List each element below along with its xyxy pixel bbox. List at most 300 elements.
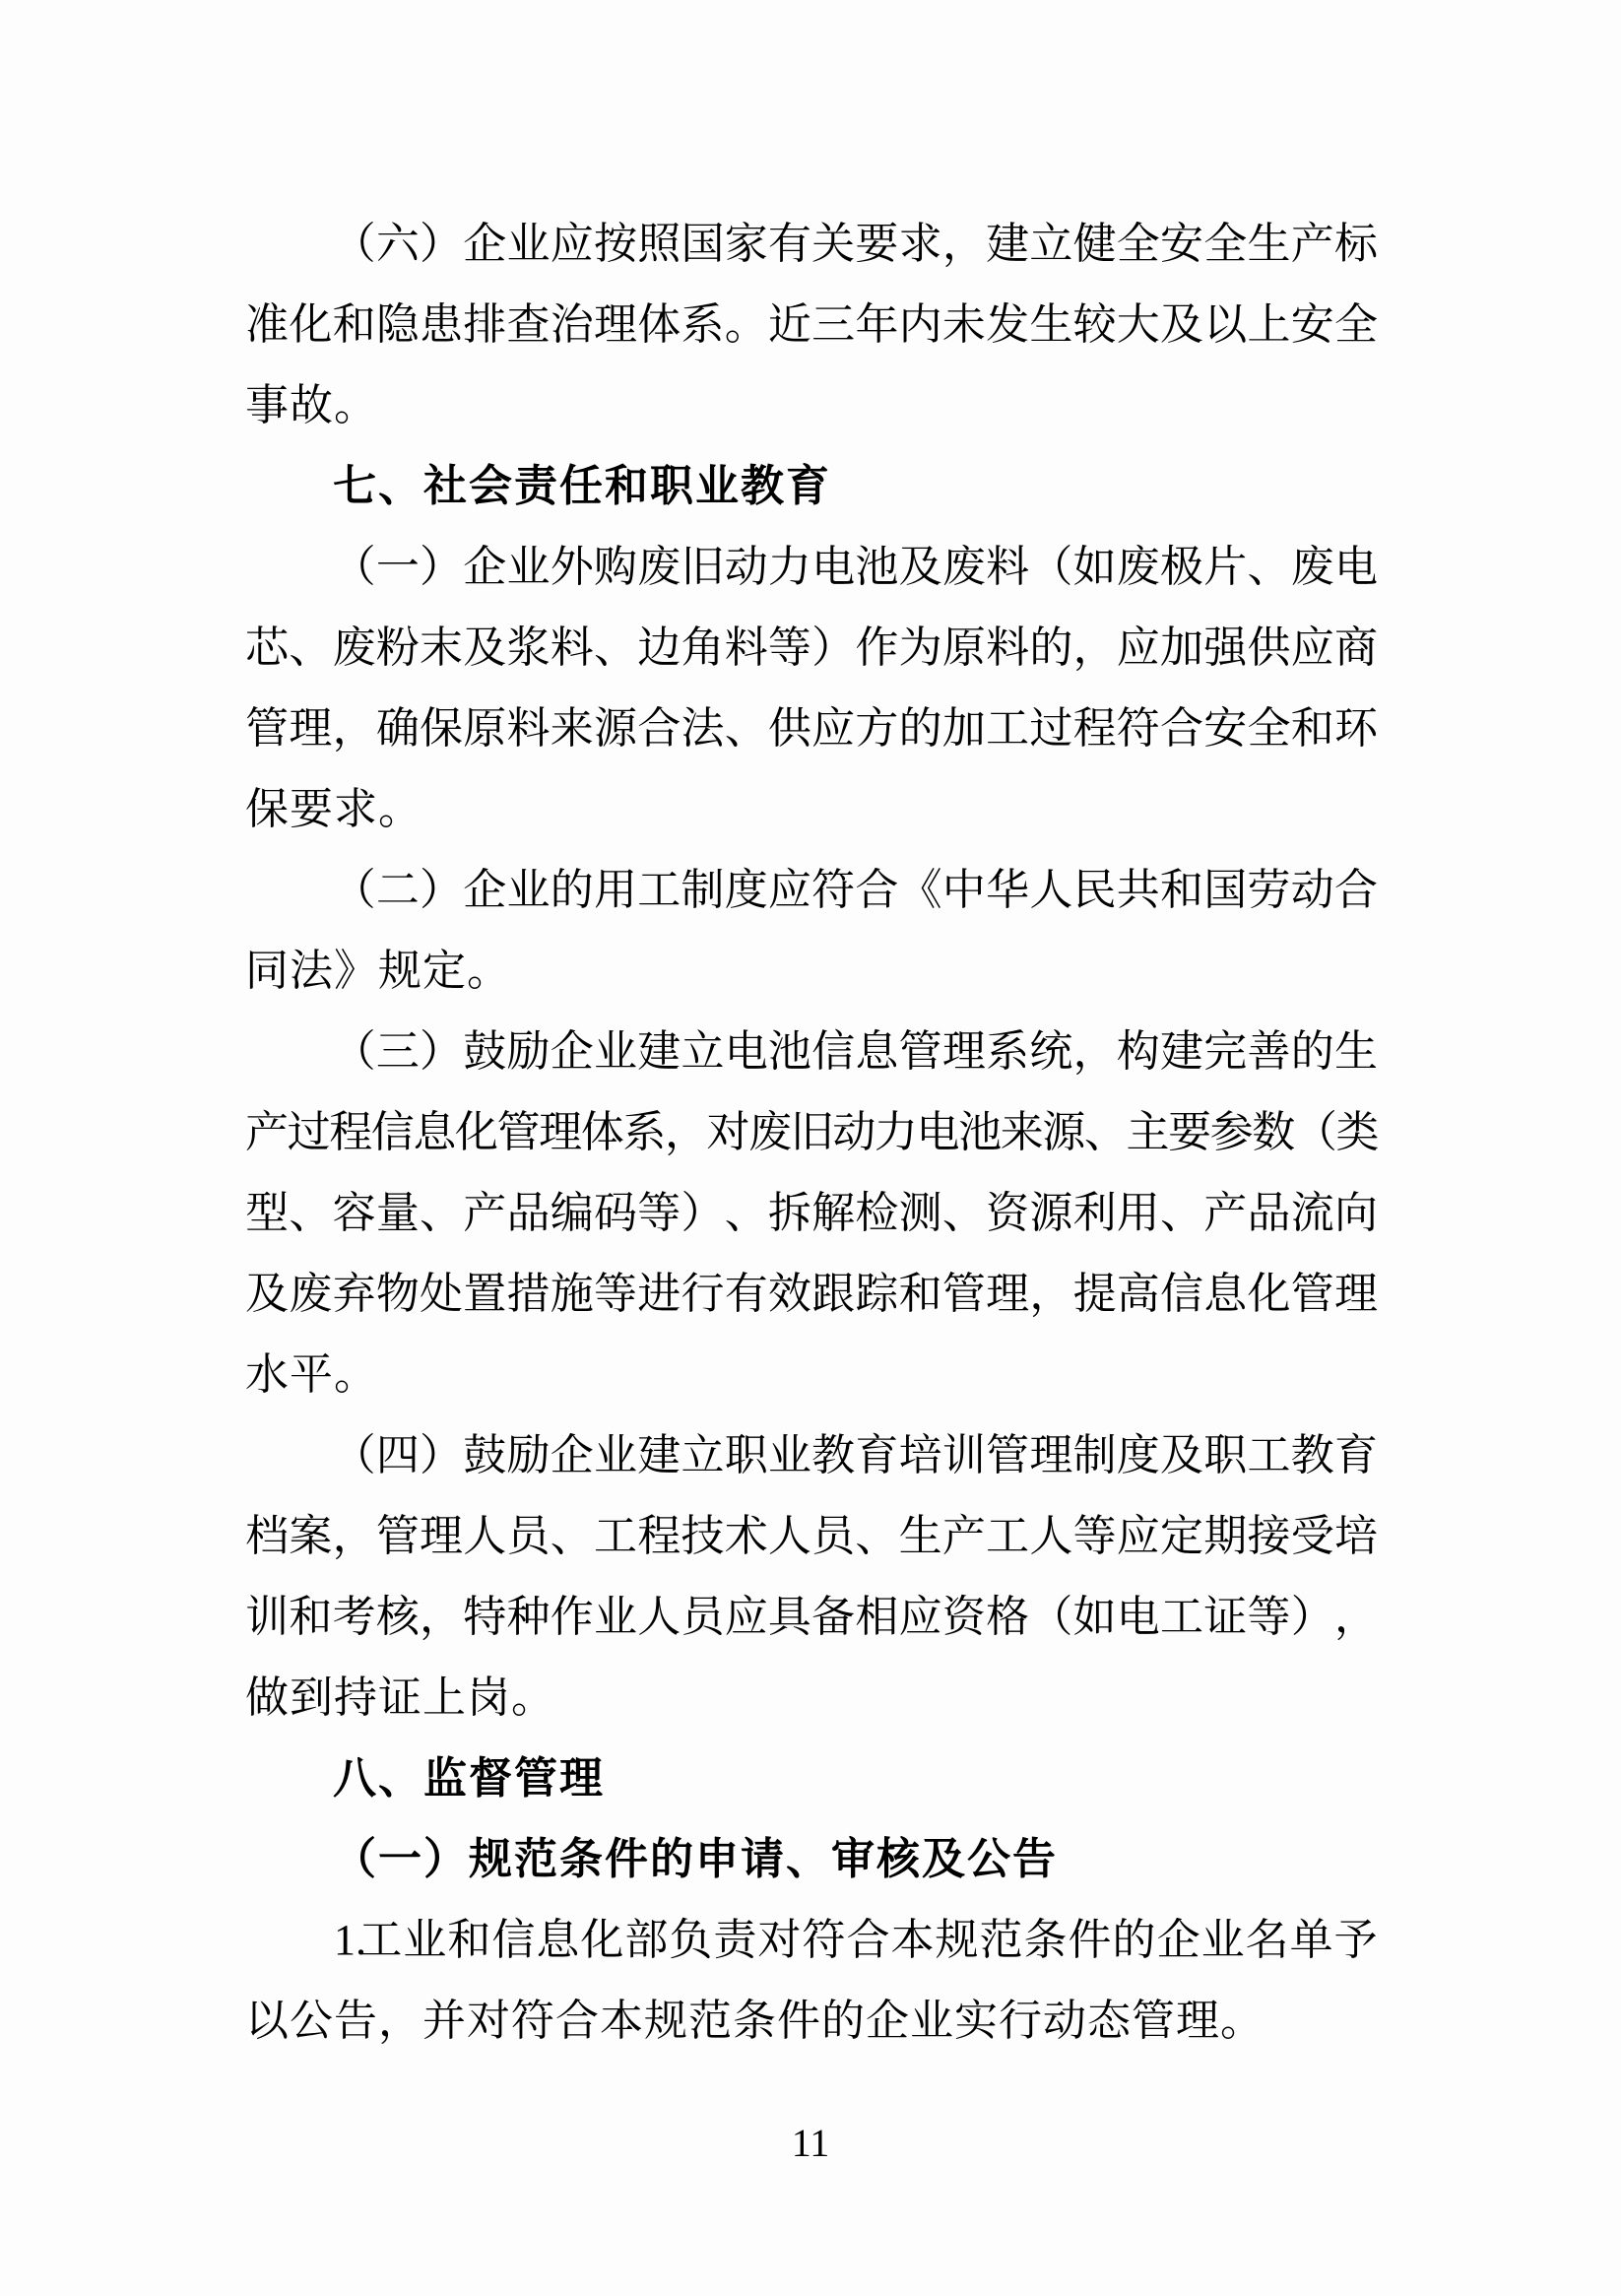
- char-cell: 来: [1000, 1108, 1044, 1156]
- char-cell: ）: [811, 623, 856, 672]
- char-cell: 产: [245, 1108, 289, 1156]
- char-cell: 统: [1029, 1027, 1073, 1076]
- char-cell: 年: [855, 300, 899, 349]
- char-cell: 育: [1333, 1431, 1378, 1479]
- char-cell: 期: [1203, 1512, 1248, 1560]
- char-cell: 人: [1029, 1512, 1073, 1560]
- char-cell: 符: [1116, 704, 1160, 753]
- char-cell: 业: [506, 866, 551, 914]
- char-cell: 产: [1290, 220, 1334, 268]
- char-cell: 单: [1289, 1916, 1333, 1964]
- char-cell: 有: [724, 1270, 768, 1318]
- char-cell: 如: [1072, 543, 1117, 591]
- char-cell: 近: [767, 300, 811, 349]
- char-cell: 应: [767, 866, 811, 914]
- char-cell: 合: [855, 866, 899, 914]
- char-cell: 家: [724, 220, 768, 268]
- char-cell: 一: [375, 543, 420, 591]
- char-cell: 生: [898, 1512, 942, 1560]
- char-cell: 信: [491, 1916, 536, 1964]
- char-cell: 的: [1290, 1027, 1334, 1076]
- char-cell: 芯: [245, 623, 290, 672]
- char-cell: 本: [890, 1916, 935, 1964]
- char-cell: 息: [1203, 1270, 1248, 1318]
- char-cell: ）: [420, 1027, 464, 1076]
- char-cell: 系: [622, 1108, 667, 1156]
- char-cell: 利: [1072, 1189, 1117, 1237]
- char-cell: 具: [767, 1593, 811, 1641]
- char-cell: 供: [767, 704, 811, 753]
- char-cell: 应: [1116, 623, 1160, 672]
- char-cell: 息: [413, 1108, 457, 1156]
- char-cell: 用: [593, 866, 637, 914]
- char-cell: 检: [855, 1189, 899, 1237]
- char-cell: [289, 527, 332, 608]
- char-cell: 管: [898, 1027, 942, 1076]
- char-cell: （: [332, 543, 376, 591]
- char-cell: 电: [1116, 1593, 1160, 1641]
- char-cell: 加: [941, 704, 986, 753]
- char-cell: 排: [463, 300, 507, 349]
- char-cell: 料: [986, 543, 1030, 591]
- char-cell: 应: [898, 1593, 942, 1641]
- char-cell: 立: [681, 1027, 725, 1076]
- char-cell: 加: [1160, 623, 1204, 672]
- char-cell: 、: [1083, 1108, 1128, 1156]
- char-cell: 未: [941, 300, 986, 349]
- char-cell: 程: [637, 1512, 681, 1560]
- char-cell: 理: [539, 1108, 583, 1156]
- char-cell: 施: [550, 1270, 594, 1318]
- char-cell: [289, 1415, 332, 1496]
- char-cell: 废: [332, 623, 376, 672]
- char-cell: 工: [358, 1916, 403, 1964]
- char-cell: 照: [637, 220, 681, 268]
- char-cell: 保: [420, 704, 464, 753]
- char-cell: 工: [1160, 1593, 1204, 1641]
- char-cell: 片: [1203, 543, 1248, 591]
- char-cell: 以: [1203, 300, 1248, 349]
- char-cell: 全: [1333, 300, 1378, 349]
- char-cell: 供: [1247, 623, 1291, 672]
- char-cell: 料: [506, 704, 551, 753]
- char-cell: 理: [986, 1270, 1030, 1318]
- char-cell: 工: [986, 1512, 1030, 1560]
- char-cell: 资: [986, 1189, 1030, 1237]
- char-cell: 踪: [855, 1270, 899, 1318]
- char-cell: 应: [550, 220, 594, 268]
- char-cell: 业: [767, 1431, 811, 1479]
- char-cell: 编: [550, 1189, 594, 1237]
- char-cell: 育: [855, 1431, 899, 1479]
- char-cell: ）: [420, 1431, 464, 1479]
- char-cell: 人: [1029, 866, 1073, 914]
- char-cell: 为: [898, 623, 942, 672]
- char-cell: 企: [550, 1027, 594, 1076]
- char-cell: 信: [811, 1027, 856, 1076]
- char-cell: 主: [1126, 1108, 1170, 1156]
- char-cell: ）: [1290, 1593, 1334, 1641]
- char-cell: 查: [506, 300, 551, 349]
- char-cell: 法: [681, 704, 725, 753]
- char-cell: 过: [287, 1108, 331, 1156]
- char-cell: 资: [941, 1593, 986, 1641]
- char-cell: 原: [463, 704, 507, 753]
- char-cell: 健: [1072, 220, 1117, 268]
- char-cell: 电: [724, 1027, 768, 1076]
- char-cell: 动: [724, 543, 768, 591]
- char-cell: 如: [1072, 1593, 1117, 1641]
- char-cell: 的: [898, 704, 942, 753]
- char-cell: 、: [420, 1189, 464, 1237]
- char-cell: 作: [855, 623, 899, 672]
- char-cell: 工: [593, 1512, 637, 1560]
- char-cell: 、: [289, 623, 333, 672]
- char-cell: 的: [1112, 1916, 1156, 1964]
- char-cell: 废: [748, 1108, 793, 1156]
- char-cell: 相: [855, 1593, 899, 1641]
- char-cell: 进: [637, 1270, 681, 1318]
- char-cell: 职: [1203, 1431, 1248, 1479]
- char-cell: 应: [811, 704, 856, 753]
- char-cell: 训: [245, 1593, 290, 1641]
- char-cell: 业: [1200, 1916, 1245, 1964]
- body-line: [245, 1092, 1378, 1173]
- char-cell: 合: [637, 704, 681, 753]
- char-cell: 中: [941, 866, 986, 914]
- char-cell: [245, 1012, 289, 1092]
- char-cell: 构: [1116, 1027, 1160, 1076]
- char-cell: 和: [1160, 866, 1204, 914]
- char-cell: 理: [420, 1512, 464, 1560]
- char-cell: 体: [637, 300, 681, 349]
- char-cell: 、: [941, 1189, 986, 1237]
- char-cell: ，: [664, 1108, 708, 1156]
- char-cell: 企: [463, 220, 507, 268]
- char-cell: [245, 527, 289, 608]
- char-cell: 训: [941, 1431, 986, 1479]
- char-cell: 管: [496, 1108, 541, 1156]
- char-cell: 民: [1072, 866, 1117, 914]
- char-cell: 制: [1072, 1431, 1117, 1479]
- char-cell: [290, 1900, 334, 1981]
- char-cell: （: [332, 1027, 376, 1076]
- char-cell: 等: [637, 1189, 681, 1237]
- char-cell: 较: [1072, 300, 1117, 349]
- char-cell: 共: [1116, 866, 1160, 914]
- char-cell: 角: [681, 623, 725, 672]
- body-line: [245, 1496, 1378, 1577]
- body-line: 以公告，并对符合本规范条件的企业实行动态管理。: [245, 1997, 1264, 2045]
- char-cell: ）: [420, 866, 464, 914]
- char-cell: 1.: [334, 1916, 367, 1964]
- char-cell: 外: [550, 543, 594, 591]
- char-cell: 应: [1290, 623, 1334, 672]
- char-cell: 企: [550, 1431, 594, 1479]
- char-cell: 培: [898, 1431, 942, 1479]
- char-cell: 废: [1116, 543, 1160, 591]
- char-cell: 旧: [681, 543, 725, 591]
- char-cell: 等: [1072, 1512, 1117, 1560]
- char-cell: 三: [375, 1027, 420, 1076]
- char-cell: 关: [811, 220, 856, 268]
- char-cell: 、: [724, 1189, 768, 1237]
- char-cell: 工: [637, 866, 681, 914]
- body-line: [245, 285, 1378, 365]
- char-cell: 隐: [375, 300, 420, 349]
- char-cell: 废: [637, 543, 681, 591]
- body-line: [245, 1254, 1378, 1335]
- char-cell: 要: [1168, 1108, 1212, 1156]
- body-line: [245, 689, 1378, 769]
- char-cell: 作: [550, 1593, 594, 1641]
- char-cell: 全: [1203, 220, 1248, 268]
- char-cell: 按: [593, 220, 637, 268]
- char-cell: 工: [986, 704, 1030, 753]
- char-cell: 料: [550, 623, 594, 672]
- body-line: 事故。: [245, 381, 378, 429]
- body-line: [245, 608, 1378, 689]
- char-cell: （: [332, 1431, 376, 1479]
- char-cell: [289, 204, 332, 285]
- char-cell: 发: [986, 300, 1030, 349]
- char-cell: 力: [767, 543, 811, 591]
- char-cell: 程: [329, 1108, 373, 1156]
- char-cell: 范: [979, 1916, 1023, 1964]
- char-cell: 人: [637, 1593, 681, 1641]
- char-cell: 行: [681, 1270, 725, 1318]
- char-cell: 企: [463, 543, 507, 591]
- char-cell: （: [1029, 1593, 1073, 1641]
- char-cell: 业: [506, 220, 551, 268]
- char-cell: 安: [1160, 220, 1204, 268]
- char-cell: 对: [706, 1108, 750, 1156]
- char-cell: 化: [1247, 1270, 1291, 1318]
- char-cell: 标: [1333, 220, 1378, 268]
- char-cell: 特: [463, 1593, 507, 1641]
- char-cell: 置: [463, 1270, 507, 1318]
- char-cell: 案: [289, 1512, 333, 1560]
- char-cell: 应: [1116, 1512, 1160, 1560]
- char-cell: 考: [332, 1593, 376, 1641]
- char-cell: 及: [463, 623, 507, 672]
- body-line: [245, 1415, 1378, 1496]
- char-cell: 产: [1203, 1189, 1248, 1237]
- char-cell: 职: [724, 1431, 768, 1479]
- char-cell: 及: [1160, 300, 1204, 349]
- char-cell: 企: [463, 866, 507, 914]
- char-cell: 人: [463, 1512, 507, 1560]
- char-cell: 六: [375, 220, 420, 268]
- char-cell: 要: [855, 220, 899, 268]
- char-cell: 理: [593, 300, 637, 349]
- char-cell: ）: [681, 1189, 725, 1237]
- document-body: [245, 204, 1378, 2062]
- char-cell: 系: [681, 300, 725, 349]
- char-cell: 弃: [332, 1270, 376, 1318]
- body-line: 同法》规定。: [245, 947, 511, 995]
- char-cell: 生: [1029, 300, 1073, 349]
- body-line: [245, 1012, 1378, 1092]
- char-cell: [289, 850, 332, 931]
- char-cell: 管: [245, 704, 290, 753]
- char-cell: 条: [1023, 1916, 1068, 1964]
- char-cell: [245, 204, 289, 285]
- char-cell: 跟: [811, 1270, 856, 1318]
- char-cell: 励: [506, 1431, 551, 1479]
- body-line: 保要求。: [245, 785, 422, 833]
- char-cell: 产: [463, 1189, 507, 1237]
- char-cell: 商: [1333, 623, 1378, 672]
- char-cell: 鼓: [463, 1027, 507, 1076]
- char-cell: 上: [1247, 300, 1291, 349]
- char-cell: 技: [681, 1512, 725, 1560]
- char-cell: 原: [941, 623, 986, 672]
- char-cell: 证: [1203, 1593, 1248, 1641]
- char-cell: 治: [550, 300, 594, 349]
- char-cell: 和: [332, 300, 376, 349]
- char-cell: 度: [724, 866, 768, 914]
- char-cell: 电: [811, 543, 856, 591]
- char-cell: 信: [1160, 1270, 1204, 1318]
- char-cell: 管: [375, 1512, 420, 1560]
- char-cell: 核: [375, 1593, 420, 1641]
- char-cell: 《: [898, 866, 942, 914]
- char-cell: 源: [593, 704, 637, 753]
- char-cell: 品: [1247, 1189, 1291, 1237]
- char-cell: 四: [375, 1431, 420, 1479]
- char-cell: 等: [593, 1270, 637, 1318]
- char-cell: 责: [713, 1916, 757, 1964]
- char-cell: 措: [506, 1270, 551, 1318]
- char-cell: 物: [375, 1270, 420, 1318]
- char-cell: 求: [898, 220, 942, 268]
- char-cell: 鼓: [463, 1431, 507, 1479]
- char-cell: 工: [1247, 1431, 1291, 1479]
- char-cell: 国: [681, 220, 725, 268]
- char-cell: [245, 850, 289, 931]
- char-cell: 、: [289, 1189, 333, 1237]
- heading-line: （一）规范条件的申请、审核及公告: [333, 1835, 1058, 1883]
- char-cell: ，: [1029, 1270, 1073, 1318]
- char-cell: 及: [245, 1270, 290, 1318]
- char-cell: 和: [1290, 704, 1334, 753]
- char-cell: 料: [986, 623, 1030, 672]
- char-cell: 全: [1247, 704, 1291, 753]
- char-cell: 术: [724, 1512, 768, 1560]
- char-cell: 理: [941, 1027, 986, 1076]
- char-cell: 废: [941, 543, 986, 591]
- char-cell: 制: [681, 866, 725, 914]
- char-cell: 员: [681, 1593, 725, 1641]
- char-cell: 边: [637, 623, 681, 672]
- char-cell: 劳: [1247, 866, 1291, 914]
- char-cell: 企: [1156, 1916, 1200, 1964]
- char-cell: 建: [1160, 1027, 1204, 1076]
- char-cell: 部: [624, 1916, 669, 1964]
- char-cell: 码: [593, 1189, 637, 1237]
- char-cell: 理: [1333, 1270, 1378, 1318]
- char-cell: 培: [1333, 1512, 1378, 1560]
- char-cell: 备: [811, 1593, 856, 1641]
- char-cell: 度: [1116, 1431, 1160, 1479]
- char-cell: 方: [855, 704, 899, 753]
- char-cell: （: [332, 220, 376, 268]
- char-cell: ，: [1072, 1027, 1117, 1076]
- char-cell: 应: [724, 1593, 768, 1641]
- char-cell: 废: [289, 1270, 333, 1318]
- char-cell: 建: [637, 1431, 681, 1479]
- char-cell: [289, 1012, 332, 1092]
- char-cell: 二: [375, 866, 420, 914]
- char-cell: 种: [506, 1593, 551, 1641]
- char-cell: 购: [593, 543, 637, 591]
- char-cell: 建: [637, 1027, 681, 1076]
- body-line: [245, 1173, 1378, 1254]
- char-cell: 受: [1290, 1512, 1334, 1560]
- char-cell: ）: [420, 220, 464, 268]
- char-cell: 和: [898, 1270, 942, 1318]
- char-cell: 类: [1335, 1108, 1380, 1156]
- char-cell: 解: [811, 1189, 856, 1237]
- char-cell: 确: [375, 704, 420, 753]
- char-cell: 、: [550, 1512, 594, 1560]
- char-cell: 过: [1029, 704, 1073, 753]
- char-cell: 管: [986, 1431, 1030, 1479]
- char-cell: 员: [811, 1512, 856, 1560]
- char-cell: 规: [935, 1916, 979, 1964]
- char-cell: ，: [420, 1593, 464, 1641]
- char-cell: 来: [550, 704, 594, 753]
- char-cell: 化: [289, 300, 333, 349]
- char-cell: 池: [958, 1108, 1003, 1156]
- char-cell: 池: [855, 543, 899, 591]
- char-cell: 等: [1247, 1593, 1291, 1641]
- char-cell: 旧: [790, 1108, 834, 1156]
- char-cell: ）: [420, 543, 464, 591]
- char-cell: 动: [1290, 866, 1334, 914]
- char-cell: 对: [757, 1916, 802, 1964]
- char-cell: 粉: [375, 623, 420, 672]
- char-cell: 生: [1333, 1027, 1378, 1076]
- char-cell: 、: [1160, 1189, 1204, 1237]
- char-cell: 完: [1203, 1027, 1248, 1076]
- char-cell: 善: [1247, 1027, 1291, 1076]
- char-cell: 程: [1072, 704, 1117, 753]
- char-cell: 末: [420, 623, 464, 672]
- char-cell: 教: [811, 1431, 856, 1479]
- char-cell: 员: [506, 1512, 551, 1560]
- heading-line: 七、社会责任和职业教育: [333, 462, 831, 510]
- body-line: [245, 1900, 1378, 1981]
- char-cell: 体: [580, 1108, 624, 1156]
- char-cell: 患: [420, 300, 464, 349]
- char-cell: 三: [811, 300, 856, 349]
- body-line: [245, 527, 1378, 608]
- char-cell: 建: [986, 220, 1030, 268]
- body-line: 做到持证上岗。: [245, 1673, 555, 1722]
- char-cell: 格: [986, 1593, 1030, 1641]
- char-cell: 的: [1029, 623, 1073, 672]
- char-cell: 安: [1290, 300, 1334, 349]
- char-cell: 符: [802, 1916, 846, 1964]
- char-cell: 等: [767, 623, 811, 672]
- char-cell: 。: [724, 300, 768, 349]
- char-cell: 大: [1116, 300, 1160, 349]
- char-cell: 化: [454, 1108, 498, 1156]
- char-cell: 、: [593, 623, 637, 672]
- char-cell: 产: [941, 1512, 986, 1560]
